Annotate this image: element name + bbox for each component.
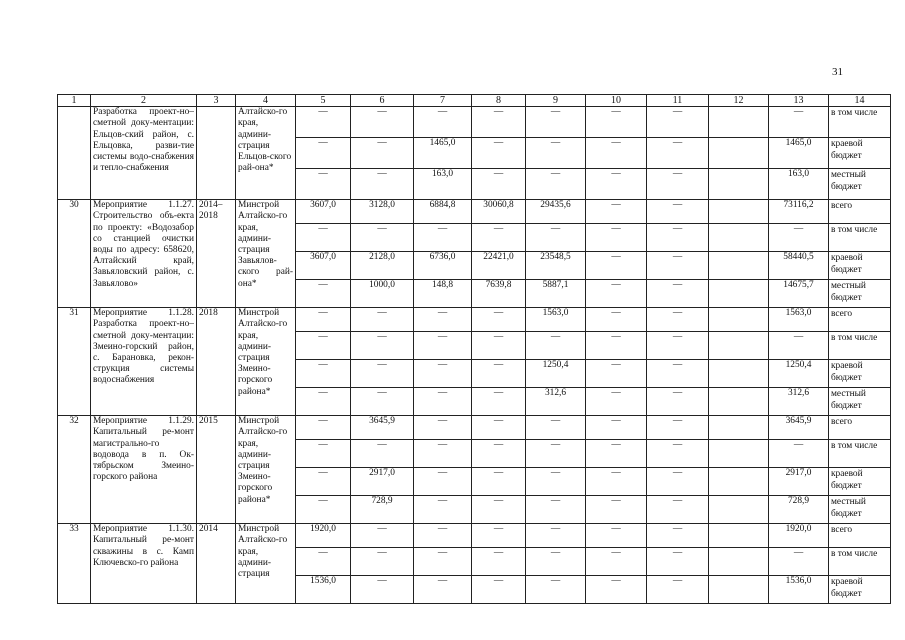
row-label: краевой бюджет (829, 138, 891, 169)
value-cell (709, 107, 769, 138)
value-cell (709, 468, 769, 496)
value-cell (709, 169, 769, 200)
value-cell: — (472, 388, 526, 416)
entry-executor: Минстрой Алтайско-го края, админи-страция Завьялов-ского рай-она* (236, 200, 296, 308)
value-cell (709, 308, 769, 332)
value-cell: 312,6 (769, 388, 829, 416)
value-cell: 728,9 (769, 496, 829, 524)
value-cell: — (414, 524, 472, 548)
column-header: 12 (709, 95, 769, 107)
header-row (58, 95, 891, 107)
value-cell: — (647, 576, 709, 604)
value-cell: — (586, 200, 647, 224)
value-cell: — (472, 440, 526, 468)
row-label: краевой бюджет (829, 252, 891, 280)
row-label: местный бюджет (829, 388, 891, 416)
value-cell: 2917,0 (769, 468, 829, 496)
value-cell: — (586, 224, 647, 252)
value-cell: — (526, 576, 586, 604)
value-cell (709, 388, 769, 416)
column-header: 8 (472, 95, 526, 107)
value-cell: 1250,4 (526, 360, 586, 388)
value-cell: — (586, 138, 647, 169)
column-header: 13 (769, 95, 829, 107)
value-cell: — (586, 308, 647, 332)
column-header: 7 (414, 95, 472, 107)
column-header: 4 (236, 95, 296, 107)
entry-name: Мероприятие 1.1.28. Разработка проект-но–сметной доку-ментации: Змеино-горский район, с. Барановка, рекон-струкция системы водоснабжения (91, 308, 197, 416)
row-label: в том числе (829, 440, 891, 468)
value-cell: — (472, 138, 526, 169)
value-cell: 2128,0 (351, 252, 414, 280)
value-cell: — (296, 332, 351, 360)
value-cell: — (586, 169, 647, 200)
value-cell (709, 416, 769, 440)
value-cell: — (586, 252, 647, 280)
value-cell: 312,6 (526, 388, 586, 416)
value-cell: — (526, 138, 586, 169)
column-header: 6 (351, 95, 414, 107)
value-cell: — (526, 169, 586, 200)
value-cell: — (296, 388, 351, 416)
value-cell: — (414, 576, 472, 604)
entry-number: 32 (58, 416, 91, 524)
row-label: всего (829, 308, 891, 332)
value-cell: 1000,0 (351, 280, 414, 308)
value-cell: — (351, 169, 414, 200)
value-cell: — (586, 496, 647, 524)
value-cell: — (296, 169, 351, 200)
value-cell: — (526, 107, 586, 138)
value-cell: 5887,1 (526, 280, 586, 308)
value-cell: — (526, 416, 586, 440)
value-cell: — (647, 169, 709, 200)
entry-name: Разработка проект-но–сметной доку-ментации: Ельцов-ский район, с. Ельцовка, разви-тие системы водо-снабжения и тепло-снабжения (91, 107, 197, 200)
value-cell: — (647, 308, 709, 332)
value-cell: 73116,2 (769, 200, 829, 224)
value-cell: 163,0 (414, 169, 472, 200)
table-row (58, 524, 891, 548)
value-cell: — (526, 496, 586, 524)
value-cell: — (472, 548, 526, 576)
value-cell: — (647, 138, 709, 169)
row-label: в том числе (829, 107, 891, 138)
page-number: 31 (832, 66, 843, 78)
value-cell: — (647, 388, 709, 416)
value-cell: — (647, 200, 709, 224)
entry-year: 2014–2018 (197, 200, 236, 308)
value-cell: — (472, 576, 526, 604)
value-cell: — (296, 468, 351, 496)
entry-year: 2015 (197, 416, 236, 524)
column-header: 2 (91, 95, 197, 107)
value-cell: — (472, 496, 526, 524)
value-cell: — (414, 388, 472, 416)
table-row (58, 107, 891, 138)
value-cell: — (647, 252, 709, 280)
value-cell (709, 138, 769, 169)
value-cell: 58440,5 (769, 252, 829, 280)
value-cell: — (472, 524, 526, 548)
value-cell: — (647, 107, 709, 138)
value-cell: — (414, 360, 472, 388)
value-cell: 22421,0 (472, 252, 526, 280)
row-label: всего (829, 524, 891, 548)
value-cell: — (414, 548, 472, 576)
value-cell: — (472, 332, 526, 360)
row-label: местный бюджет (829, 280, 891, 308)
entry-name: Мероприятие 1.1.30. Капитальный ре-монт скважины в с. Камп Ключевско-го района (91, 524, 197, 604)
entry-year: 2014 (197, 524, 236, 604)
value-cell: — (296, 224, 351, 252)
value-cell: — (647, 496, 709, 524)
value-cell: 1920,0 (769, 524, 829, 548)
value-cell: — (351, 308, 414, 332)
row-label: всего (829, 200, 891, 224)
value-cell (709, 576, 769, 604)
entry-executor: Минстрой Алтайско-го края, админи-страция Змеино-горского района* (236, 308, 296, 416)
value-cell: 3645,9 (351, 416, 414, 440)
row-label: в том числе (829, 224, 891, 252)
value-cell: — (586, 107, 647, 138)
value-cell: — (586, 468, 647, 496)
row-label: в том числе (829, 548, 891, 576)
value-cell: — (526, 440, 586, 468)
table-row (58, 308, 891, 332)
value-cell: — (296, 416, 351, 440)
value-cell: — (647, 468, 709, 496)
value-cell: 163,0 (769, 169, 829, 200)
value-cell: — (414, 332, 472, 360)
entry-number: 30 (58, 200, 91, 308)
entry-number: 33 (58, 524, 91, 604)
value-cell (709, 440, 769, 468)
table-row (58, 416, 891, 440)
value-cell: — (526, 468, 586, 496)
value-cell: — (586, 360, 647, 388)
value-cell: — (472, 416, 526, 440)
value-cell: 1920,0 (296, 524, 351, 548)
entry-name: Мероприятие 1.1.29. Капитальный ре-монт магистрально-го водовода в п. Ок-тябрьском Змеино-горского района (91, 416, 197, 524)
value-cell: — (414, 107, 472, 138)
value-cell: 14675,7 (769, 280, 829, 308)
value-cell: — (414, 416, 472, 440)
value-cell: — (414, 468, 472, 496)
value-cell: 1465,0 (414, 138, 472, 169)
value-cell: — (647, 224, 709, 252)
value-cell: — (351, 224, 414, 252)
value-cell: — (296, 440, 351, 468)
value-cell: — (586, 280, 647, 308)
value-cell: 7639,8 (472, 280, 526, 308)
value-cell: — (769, 440, 829, 468)
value-cell: 148,8 (414, 280, 472, 308)
value-cell: — (296, 548, 351, 576)
value-cell: — (526, 548, 586, 576)
value-cell: — (647, 332, 709, 360)
column-header: 1 (58, 95, 91, 107)
value-cell: — (526, 332, 586, 360)
value-cell: — (647, 548, 709, 576)
value-cell: — (647, 416, 709, 440)
column-header: 10 (586, 95, 647, 107)
value-cell: — (351, 107, 414, 138)
row-label: краевой бюджет (829, 576, 891, 604)
value-cell: 2917,0 (351, 468, 414, 496)
value-cell: 3645,9 (769, 416, 829, 440)
value-cell (709, 200, 769, 224)
value-cell (709, 496, 769, 524)
value-cell: — (586, 440, 647, 468)
value-cell: — (769, 548, 829, 576)
entry-number (58, 107, 91, 200)
value-cell: — (769, 332, 829, 360)
value-cell: — (472, 224, 526, 252)
entry-executor: Алтайско-го края, админи-страция Ельцов-ского рай-она* (236, 107, 296, 200)
column-header: 5 (296, 95, 351, 107)
value-cell: 728,9 (351, 496, 414, 524)
column-header: 9 (526, 95, 586, 107)
value-cell (709, 548, 769, 576)
table-row (58, 200, 891, 224)
value-cell: — (351, 440, 414, 468)
value-cell: 3607,0 (296, 252, 351, 280)
value-cell: 1563,0 (769, 308, 829, 332)
row-label: всего (829, 416, 891, 440)
value-cell: — (526, 524, 586, 548)
value-cell (709, 524, 769, 548)
value-cell: — (414, 496, 472, 524)
value-cell: — (647, 440, 709, 468)
value-cell (709, 332, 769, 360)
value-cell: 1563,0 (526, 308, 586, 332)
column-header: 11 (647, 95, 709, 107)
value-cell: — (296, 360, 351, 388)
value-cell: — (586, 548, 647, 576)
entry-name: Мероприятие 1.1.27. Строительство объ-екта по проекту: «Водозабор со станцией очистки воды по адресу: 658620, Алтайский край, Завьяловский район, с. Завьялово» (91, 200, 197, 308)
value-cell (709, 224, 769, 252)
value-cell: — (586, 332, 647, 360)
value-cell: — (769, 107, 829, 138)
entry-year: 2018 (197, 308, 236, 416)
value-cell: — (647, 524, 709, 548)
value-cell (709, 252, 769, 280)
value-cell: 6736,0 (414, 252, 472, 280)
value-cell: — (351, 332, 414, 360)
entry-number: 31 (58, 308, 91, 416)
value-cell (709, 360, 769, 388)
value-cell: — (351, 388, 414, 416)
value-cell: — (472, 308, 526, 332)
value-cell: — (769, 224, 829, 252)
value-cell: — (414, 440, 472, 468)
value-cell: — (351, 138, 414, 169)
value-cell: 6884,8 (414, 200, 472, 224)
value-cell: — (414, 224, 472, 252)
row-label: краевой бюджет (829, 468, 891, 496)
value-cell: — (414, 308, 472, 332)
value-cell: — (586, 524, 647, 548)
value-cell: — (586, 416, 647, 440)
row-label: местный бюджет (829, 169, 891, 200)
value-cell: — (351, 576, 414, 604)
value-cell: 1250,4 (769, 360, 829, 388)
entry-year (197, 107, 236, 200)
value-cell: — (472, 360, 526, 388)
value-cell: 3607,0 (296, 200, 351, 224)
value-cell: — (296, 280, 351, 308)
value-cell: — (351, 548, 414, 576)
value-cell: 1465,0 (769, 138, 829, 169)
value-cell: — (351, 360, 414, 388)
value-cell: 3128,0 (351, 200, 414, 224)
value-cell: — (647, 280, 709, 308)
value-cell: 23548,5 (526, 252, 586, 280)
value-cell: — (586, 388, 647, 416)
value-cell: 29435,6 (526, 200, 586, 224)
value-cell: — (296, 138, 351, 169)
entry-executor: Минстрой Алтайско-го края, админи-страция Змеино-горского района* (236, 416, 296, 524)
column-header: 3 (197, 95, 236, 107)
value-cell: — (296, 308, 351, 332)
value-cell: — (526, 224, 586, 252)
value-cell: — (472, 169, 526, 200)
value-cell: — (472, 468, 526, 496)
value-cell: 30060,8 (472, 200, 526, 224)
value-cell: — (647, 360, 709, 388)
value-cell: — (586, 576, 647, 604)
row-label: краевой бюджет (829, 360, 891, 388)
budget-table (57, 94, 891, 604)
value-cell: — (296, 496, 351, 524)
value-cell: 1536,0 (769, 576, 829, 604)
value-cell: — (351, 524, 414, 548)
entry-executor: Минстрой Алтайско-го края, админи-страция (236, 524, 296, 604)
column-header: 14 (829, 95, 891, 107)
value-cell: — (296, 107, 351, 138)
row-label: местный бюджет (829, 496, 891, 524)
value-cell: — (472, 107, 526, 138)
row-label: в том числе (829, 332, 891, 360)
value-cell: 1536,0 (296, 576, 351, 604)
value-cell (709, 280, 769, 308)
